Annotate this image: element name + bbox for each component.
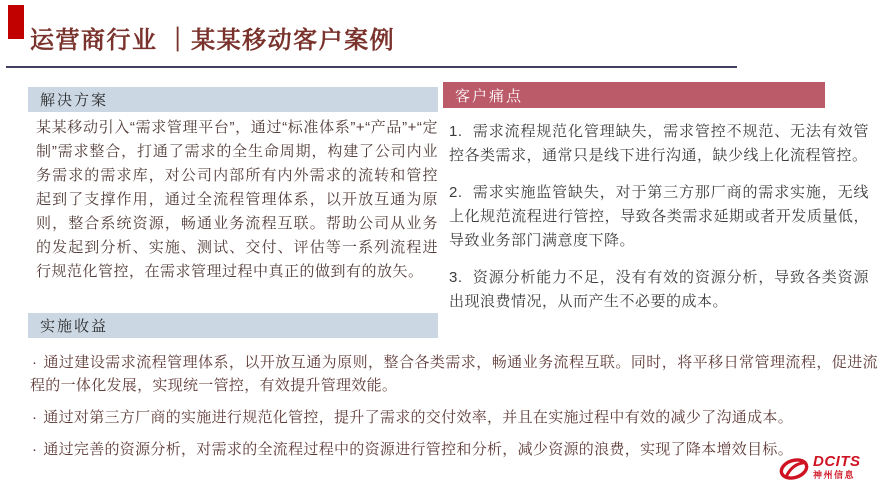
benefit-text: 通过建设需求流程管理体系，以开放互通为原则，整合各类需求，畅通业务流程互联。同时，将平移日常管理流程，促进流程的一体化发展，实现统一管控，有效提升管理效能。 — [30, 354, 878, 394]
pain-point-text: 资源分析能力不足，没有有效的资源分析，导致各类资源出现浪费情况，从而产生不必要的成本。 — [449, 269, 869, 310]
page-title: 运营商行业 ｜某某移动客户案例 — [30, 27, 396, 54]
section-label-pain-points: 客户痛点 — [455, 87, 524, 105]
pain-points-list — [449, 120, 869, 312]
section-header-pain-points — [443, 82, 825, 108]
benefit-item — [30, 351, 878, 397]
pain-point-text: 需求流程规范化管理缺失，需求管控不规范、无法有效管控各类需求，通常只是线下进行沟通，缺少线上化流程管控。 — [449, 123, 869, 164]
pain-point-number: 3. — [449, 269, 463, 286]
section-label-solution: 解决方案 — [40, 92, 109, 109]
section-header-benefits — [28, 313, 438, 338]
benefit-item — [30, 406, 878, 429]
pain-point-item — [449, 181, 869, 253]
benefit-text: 通过完善的资源分析，对需求的全流程过程中的资源进行管控和分析，减少资源的浪费，实现了降本增效目标。 — [43, 441, 794, 458]
section-label-benefits: 实施收益 — [40, 318, 109, 335]
bullet-icon: · — [32, 409, 38, 426]
pain-point-text: 需求实施监管缺失，对于第三方那厂商的需求实施，无线上化规范流程进行管控，导致各类需求延期或者开发质量低，导致业务部门满意度下降。 — [449, 184, 869, 249]
pain-point-item — [449, 266, 869, 312]
pain-point-number: 2. — [449, 184, 463, 201]
bullet-icon: · — [32, 441, 38, 458]
corner-accent-bar — [8, 5, 24, 39]
bullet-icon: · — [32, 354, 38, 371]
company-logo — [778, 452, 878, 492]
logo-brand-text: DCITS — [813, 453, 861, 470]
benefits-list — [30, 351, 878, 470]
benefit-text: 通过对第三方厂商的实施进行规范化管控，提升了需求的交付效率，并且在实施过程中有效的减少了沟通成本。 — [43, 409, 794, 426]
pain-point-item — [449, 120, 869, 168]
solution-body-text: 某某移动引入“需求管理平台”，通过“标准体系”+“产品”+“定制”需求整合，打通了需求的全生命周期，构建了公司内业务需求的需求库，对公司内部所有内外需求的流转和管控起到了支撑作用，通过全流程管理体系，以开放互通为原则，整合系统资源，畅通业务流程互联。帮助公司从业务的发起到分析、实施、测试、交付、评估等一系列流程进行规范化管控，在需求管理过程中真正的做到有的放矢。 — [36, 119, 438, 280]
benefit-item — [30, 438, 878, 461]
section-header-solution — [28, 87, 438, 112]
dcits-swoosh-icon — [778, 456, 810, 482]
logo-company-name: 神州信息 — [813, 470, 856, 480]
pain-point-number: 1. — [449, 123, 463, 140]
title-underline — [6, 66, 737, 68]
